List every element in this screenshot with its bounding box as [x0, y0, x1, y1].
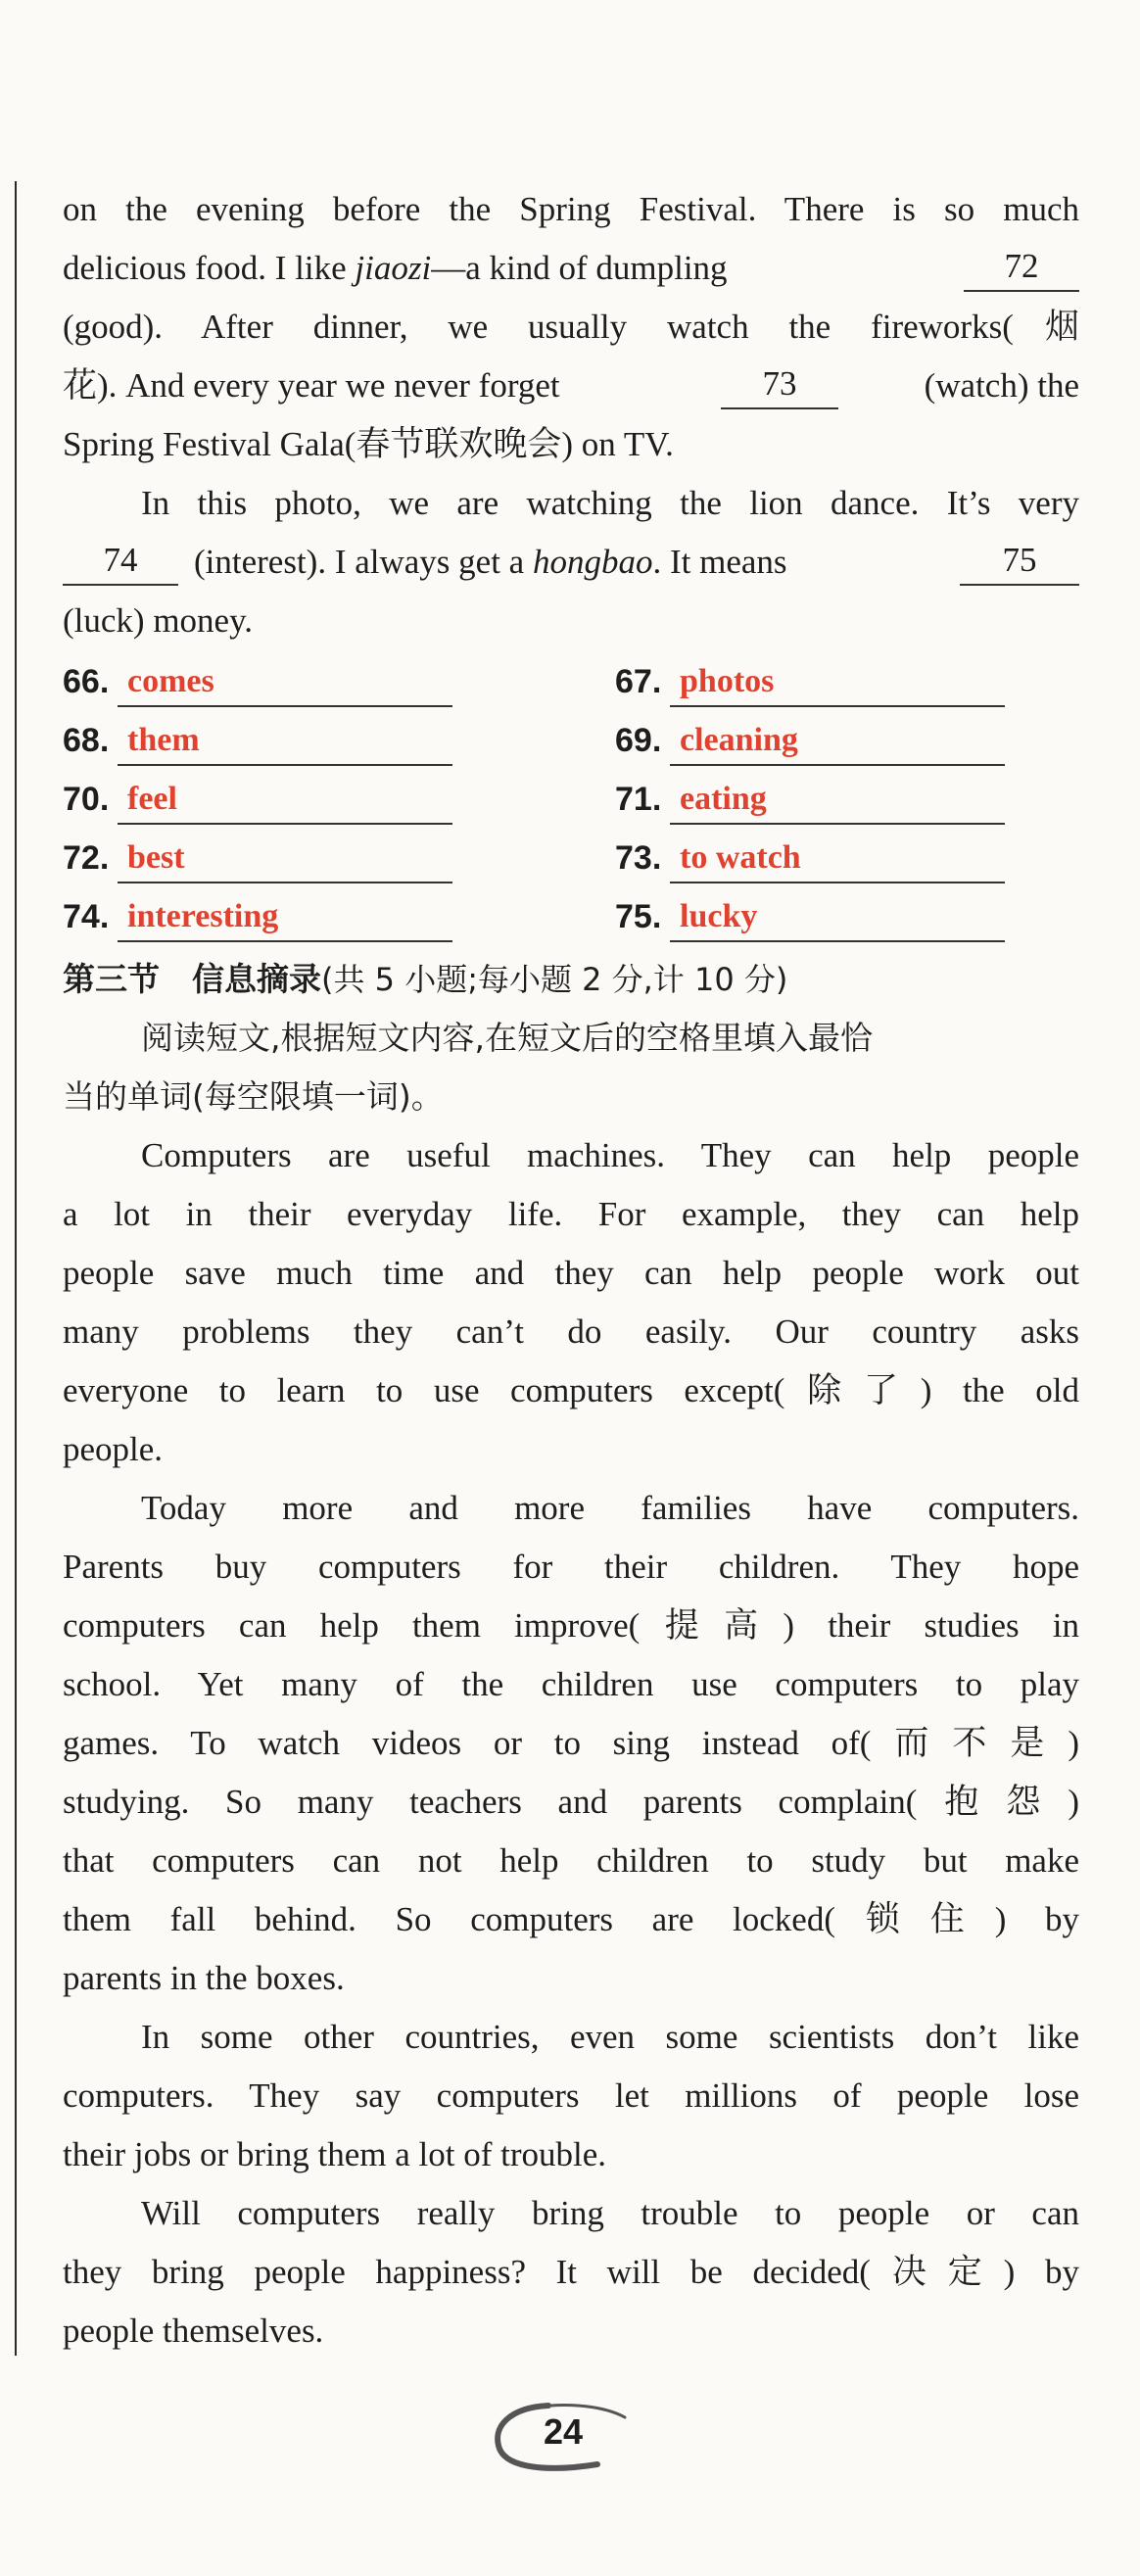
passage-line	[63, 239, 1079, 298]
answer-number: 70.	[63, 781, 110, 818]
answer-text: to watch	[680, 839, 801, 876]
answer-row	[63, 711, 1081, 770]
text-line: Today more and more families have computers.	[141, 1489, 1079, 1527]
text-line: computers can help them improve(提高) their studies in	[63, 1606, 1079, 1645]
answer-number: 68.	[63, 722, 110, 759]
text-line: games. To watch videos or to sing instead of(而不是)	[63, 1724, 1079, 1762]
passage-line	[63, 1303, 1079, 1361]
text-line: people themselves.	[63, 2312, 324, 2350]
answer-text: comes	[127, 663, 214, 699]
section-title: 第三节 信息摘录	[63, 960, 321, 998]
answer-text: photos	[680, 663, 775, 699]
text-line: delicious food. I like	[63, 249, 356, 287]
answer-text: eating	[680, 781, 767, 817]
answer-row	[63, 770, 1081, 829]
passage-1	[63, 180, 1079, 650]
text-line: Computers are useful machines. They can help people	[141, 1136, 1079, 1174]
text-line: Will computers really bring trouble to people or can	[141, 2194, 1079, 2232]
passage-line	[63, 2243, 1079, 2302]
text-line: —a kind of dumpling	[431, 249, 728, 287]
answer-text: best	[127, 839, 185, 876]
text-line: school. Yet many of the children use computers to play	[63, 1665, 1079, 1703]
answer-line	[670, 658, 1005, 707]
answer-text: them	[127, 722, 200, 758]
answer-line	[118, 893, 452, 942]
page-number-badge	[490, 2398, 637, 2476]
passage-line	[63, 180, 1079, 239]
text-line: on the evening before the Spring Festival. There is so much	[63, 190, 1079, 228]
instruction-line	[63, 1068, 1079, 1126]
text-line: their jobs or bring them a lot of trouble.	[63, 2135, 607, 2173]
text-line: a lot in their everyday life. For example, they can help	[63, 1195, 1079, 1233]
passage-2	[63, 1126, 1079, 2361]
section-note: (共 5 小题;每小题 2 分,计 10 分)	[321, 961, 788, 998]
instruction-text: 阅读短文,根据短文内容,在短文后的空格里填入最恰	[141, 1019, 873, 1057]
passage-line	[63, 1538, 1079, 1597]
text-line: In some other countries, even some scientists don’t like	[141, 2018, 1079, 2056]
answer-text: cleaning	[680, 722, 798, 758]
passage-line	[63, 1126, 1079, 1185]
answer-row	[63, 829, 1081, 887]
text-line: computers. They say computers let millions of people lose	[63, 2076, 1079, 2115]
passage-line	[63, 1714, 1079, 1773]
instruction-line	[63, 1009, 1079, 1068]
answer-number: 72.	[63, 839, 110, 877]
passage-line	[63, 1890, 1079, 1949]
passage-line	[63, 1479, 1079, 1538]
text-line: (watch) the	[924, 366, 1079, 405]
instruction-text: 当的单词(每空限填一词)。	[63, 1077, 444, 1116]
passage-line	[63, 474, 1079, 533]
passage-line	[63, 592, 1079, 650]
text-line: everyone to learn to use computers except(除了) the old	[63, 1371, 1079, 1409]
text-line: In this photo, we are watching the lion dance. It’s very	[141, 484, 1079, 522]
passage-line	[63, 1244, 1079, 1303]
passage-line	[63, 2302, 1079, 2361]
answer-line	[118, 658, 452, 707]
answer-text: interesting	[127, 898, 279, 934]
passage-line	[63, 1655, 1079, 1714]
section-title-line	[63, 950, 1079, 1009]
passage-line	[63, 2008, 1079, 2067]
answer-row	[63, 887, 1081, 946]
passage-line	[63, 2184, 1079, 2243]
answer-grid	[63, 652, 1081, 946]
passage-line	[63, 415, 1079, 474]
passage-line	[63, 533, 1079, 592]
text-line: Parents buy computers for their children. They hope	[63, 1548, 1079, 1586]
answer-line	[670, 835, 1005, 883]
answer-line	[118, 717, 452, 766]
answer-line	[118, 776, 452, 825]
answer-row	[63, 652, 1081, 711]
italic-word: hongbao	[532, 543, 653, 581]
answer-number: 71.	[615, 781, 662, 818]
answer-text: lucky	[680, 898, 758, 934]
blank-72: 72	[964, 243, 1079, 292]
passage-line	[63, 1361, 1079, 1420]
text-line: . It means	[652, 543, 787, 581]
text-line: (good). After dinner, we usually watch the fireworks(烟	[63, 308, 1079, 346]
passage-line	[63, 2125, 1079, 2184]
passage-line	[63, 357, 1079, 415]
blank-74: 74	[63, 537, 178, 586]
italic-word: jiaozi	[355, 249, 432, 287]
passage-line	[63, 2067, 1079, 2125]
answer-number: 75.	[615, 898, 662, 935]
answer-number: 67.	[615, 663, 662, 700]
answer-number: 74.	[63, 898, 110, 935]
answer-line	[118, 835, 452, 883]
text-line: studying. So many teachers and parents complain(抱怨)	[63, 1783, 1079, 1821]
answer-number: 73.	[615, 839, 662, 877]
page-number: 24	[543, 2411, 584, 2452]
text-line: (luck) money.	[63, 601, 254, 640]
answer-text: feel	[127, 781, 177, 817]
text-line: many problems they can’t do easily. Our country asks	[63, 1312, 1079, 1351]
text-line: they bring people happiness? It will be decided(决定) by	[63, 2253, 1079, 2291]
passage-line	[63, 1773, 1079, 1832]
answer-number: 66.	[63, 663, 110, 700]
passage-line	[63, 1185, 1079, 1244]
text-line: people save much time and they can help people work out	[63, 1254, 1079, 1292]
text-line: them fall behind. So computers are locked(锁住) by	[63, 1900, 1079, 1938]
answer-number: 69.	[615, 722, 662, 759]
answer-line	[670, 776, 1005, 825]
text-line: parents in the boxes.	[63, 1959, 345, 1997]
passage-line	[63, 1832, 1079, 1890]
text-line: people.	[63, 1430, 164, 1468]
passage-line	[63, 1949, 1079, 2008]
text-line: 花). And every year we never forget	[63, 366, 560, 405]
section-header	[63, 950, 1079, 1126]
text-line: Spring Festival Gala(春节联欢晚会) on TV.	[63, 425, 674, 463]
text-line: that computers can not help children to study but make	[63, 1841, 1079, 1880]
passage-line	[63, 1420, 1079, 1479]
blank-73: 73	[721, 360, 838, 409]
margin-line	[15, 181, 17, 2356]
answer-line	[670, 717, 1005, 766]
text-line: (interest). I always get a	[194, 543, 533, 581]
blank-75: 75	[960, 537, 1079, 586]
passage-line	[63, 1597, 1079, 1655]
passage-line	[63, 298, 1079, 357]
answer-line	[670, 893, 1005, 942]
